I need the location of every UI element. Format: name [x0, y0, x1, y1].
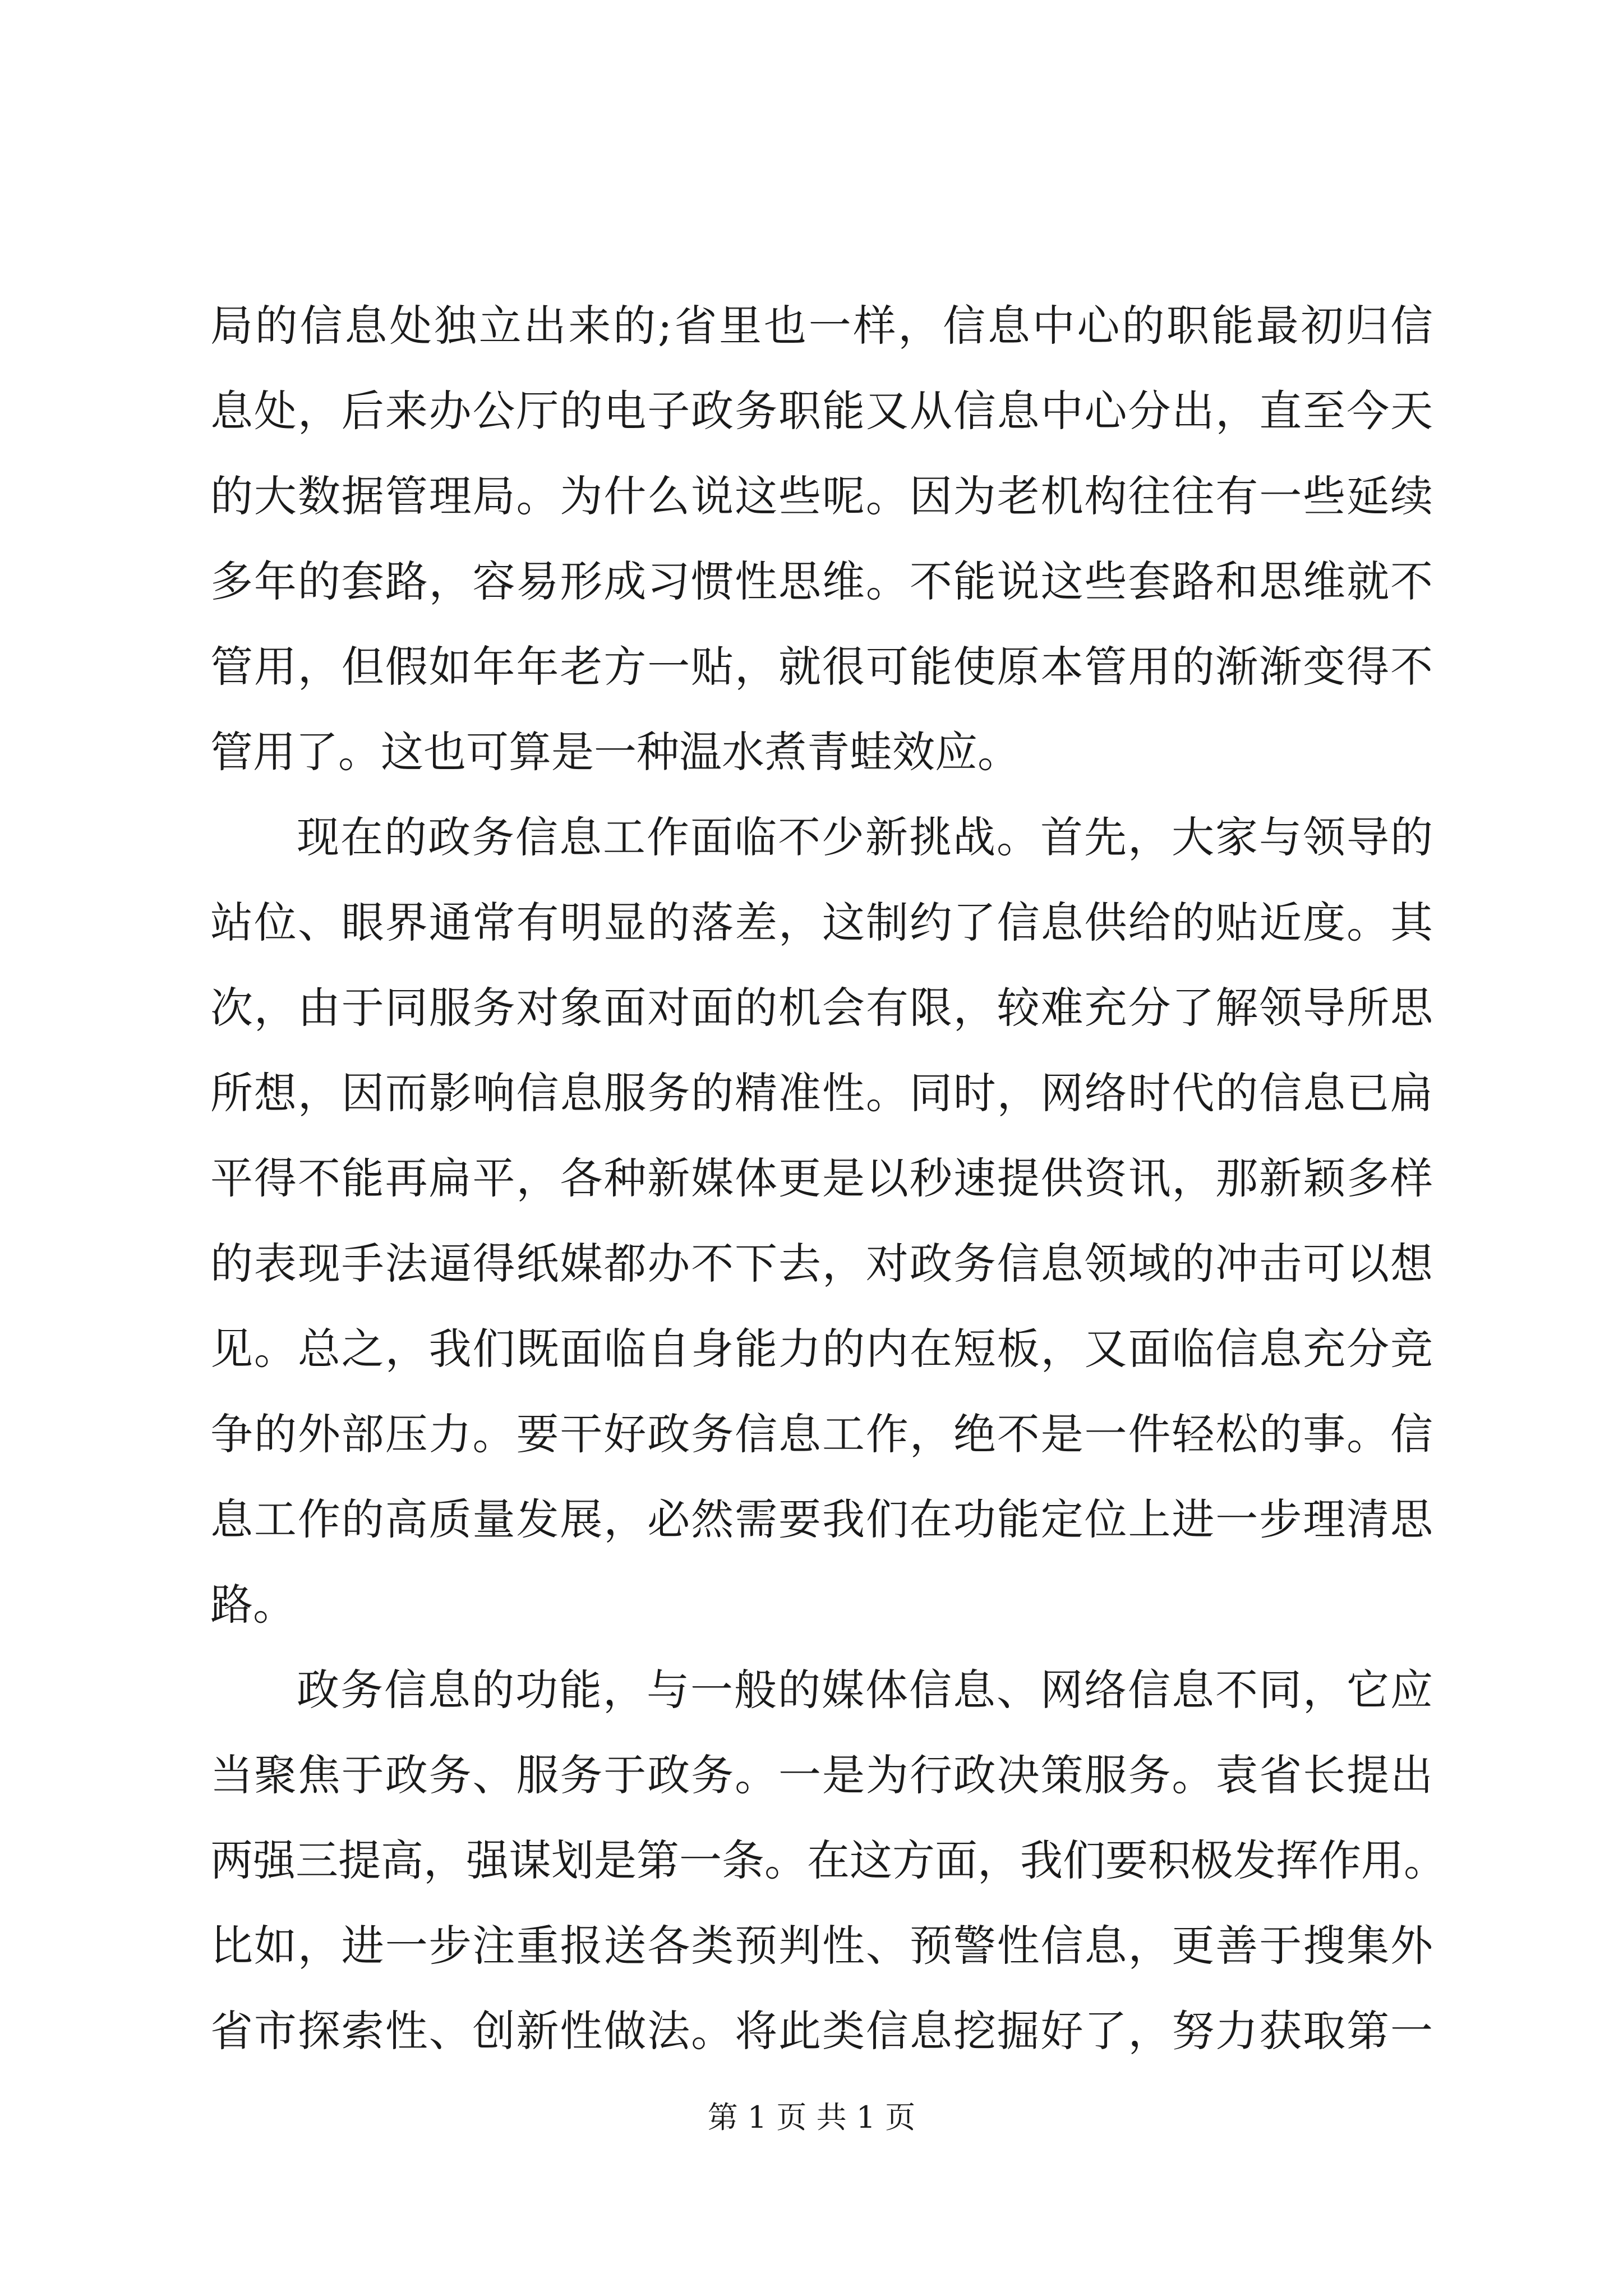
page-footer	[0, 2095, 1623, 2140]
text-line: 见。总之，我们既面临自身能力的内在短板，又面临信息充分竞	[210, 1324, 1433, 1374]
text-line: 省市探索性、创新性做法。将此类信息挖掘好了，努力获取第一	[210, 2006, 1433, 2056]
text-line: 政务信息的功能，与一般的媒体信息、网络信息不同，它应	[297, 1665, 1433, 1715]
text-line: 局的信息处独立出来的;省里也一样，信息中心的职能最初归信	[210, 301, 1433, 351]
text-line: 管用了。这也可算是一种温水煮青蛙效应。	[210, 727, 1020, 777]
text-line: 的大数据管理局。为什么说这些呢。因为老机构往往有一些延续	[210, 471, 1433, 521]
text-line: 次，由于同服务对象面对面的机会有限，较难充分了解领导所思	[210, 983, 1433, 1033]
body-text	[210, 283, 1446, 2074]
paragraph-2	[210, 795, 1433, 1648]
text-line: 现在的政务信息工作面临不少新挑战。首先，大家与领导的	[297, 812, 1433, 862]
text-line: 争的外部压力。要干好政务信息工作，绝不是一件轻松的事。信	[210, 1409, 1433, 1459]
text-line: 两强三提高，强谋划是第一条。在这方面，我们要积极发挥作用。	[210, 1835, 1446, 1885]
text-line: 比如，进一步注重报送各类预判性、预警性信息，更善于搜集外	[210, 1921, 1433, 1971]
paragraph-3	[210, 1648, 1446, 2074]
text-line: 站位、眼界通常有明显的落差，这制约了信息供给的贴近度。其	[210, 898, 1433, 947]
page-number-label: 第 1 页 共 1 页	[707, 2100, 916, 2135]
text-line: 息处，后来办公厅的电子政务职能又从信息中心分出，直至今天	[210, 386, 1433, 436]
paragraph-1	[210, 283, 1433, 795]
text-line: 路。	[210, 1580, 296, 1630]
text-line: 的表现手法逼得纸媒都办不下去，对政务信息领域的冲击可以想	[210, 1239, 1433, 1289]
text-line: 所想，因而影响信息服务的精准性。同时，网络时代的信息已扁	[210, 1068, 1433, 1118]
text-line: 当聚焦于政务、服务于政务。一是为行政决策服务。袁省长提出	[210, 1750, 1433, 1800]
text-line: 管用，但假如年年老方一贴，就很可能使原本管用的渐渐变得不	[210, 642, 1433, 692]
text-line: 多年的套路，容易形成习惯性思维。不能说这些套路和思维就不	[210, 556, 1433, 606]
text-line: 平得不能再扁平，各种新媒体更是以秒速提供资讯，那新颖多样	[210, 1153, 1433, 1203]
text-line: 息工作的高质量发展，必然需要我们在功能定位上进一步理清思	[210, 1494, 1433, 1544]
